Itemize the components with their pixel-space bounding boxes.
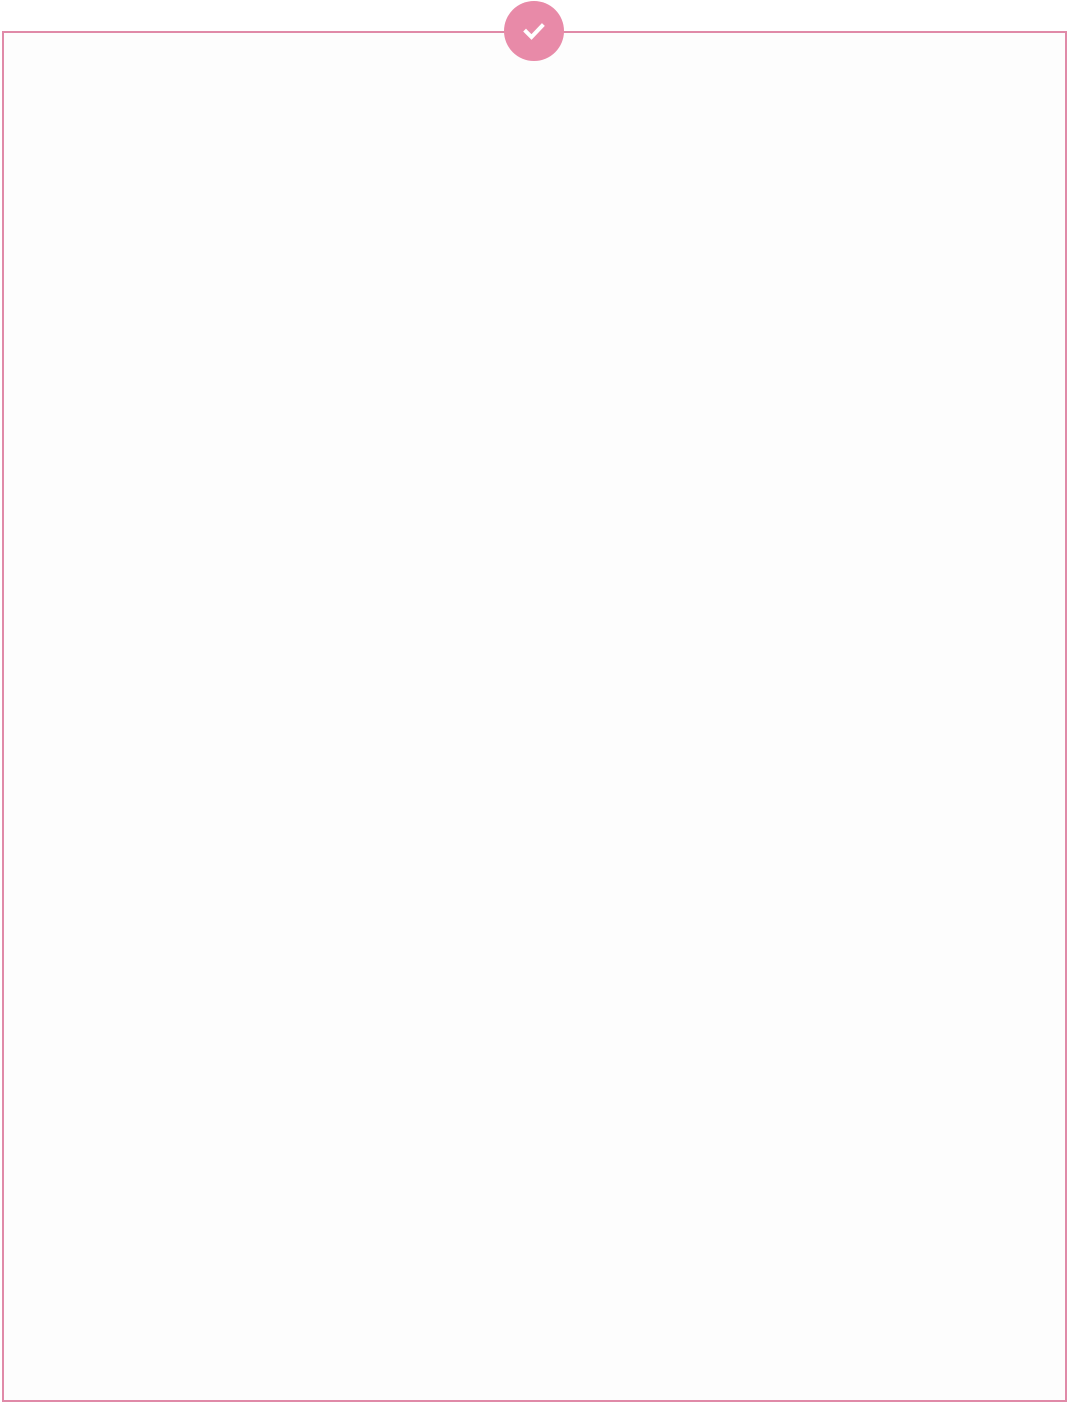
success-badge [504,1,564,61]
content-frame [2,31,1067,1402]
check-icon [521,18,547,44]
